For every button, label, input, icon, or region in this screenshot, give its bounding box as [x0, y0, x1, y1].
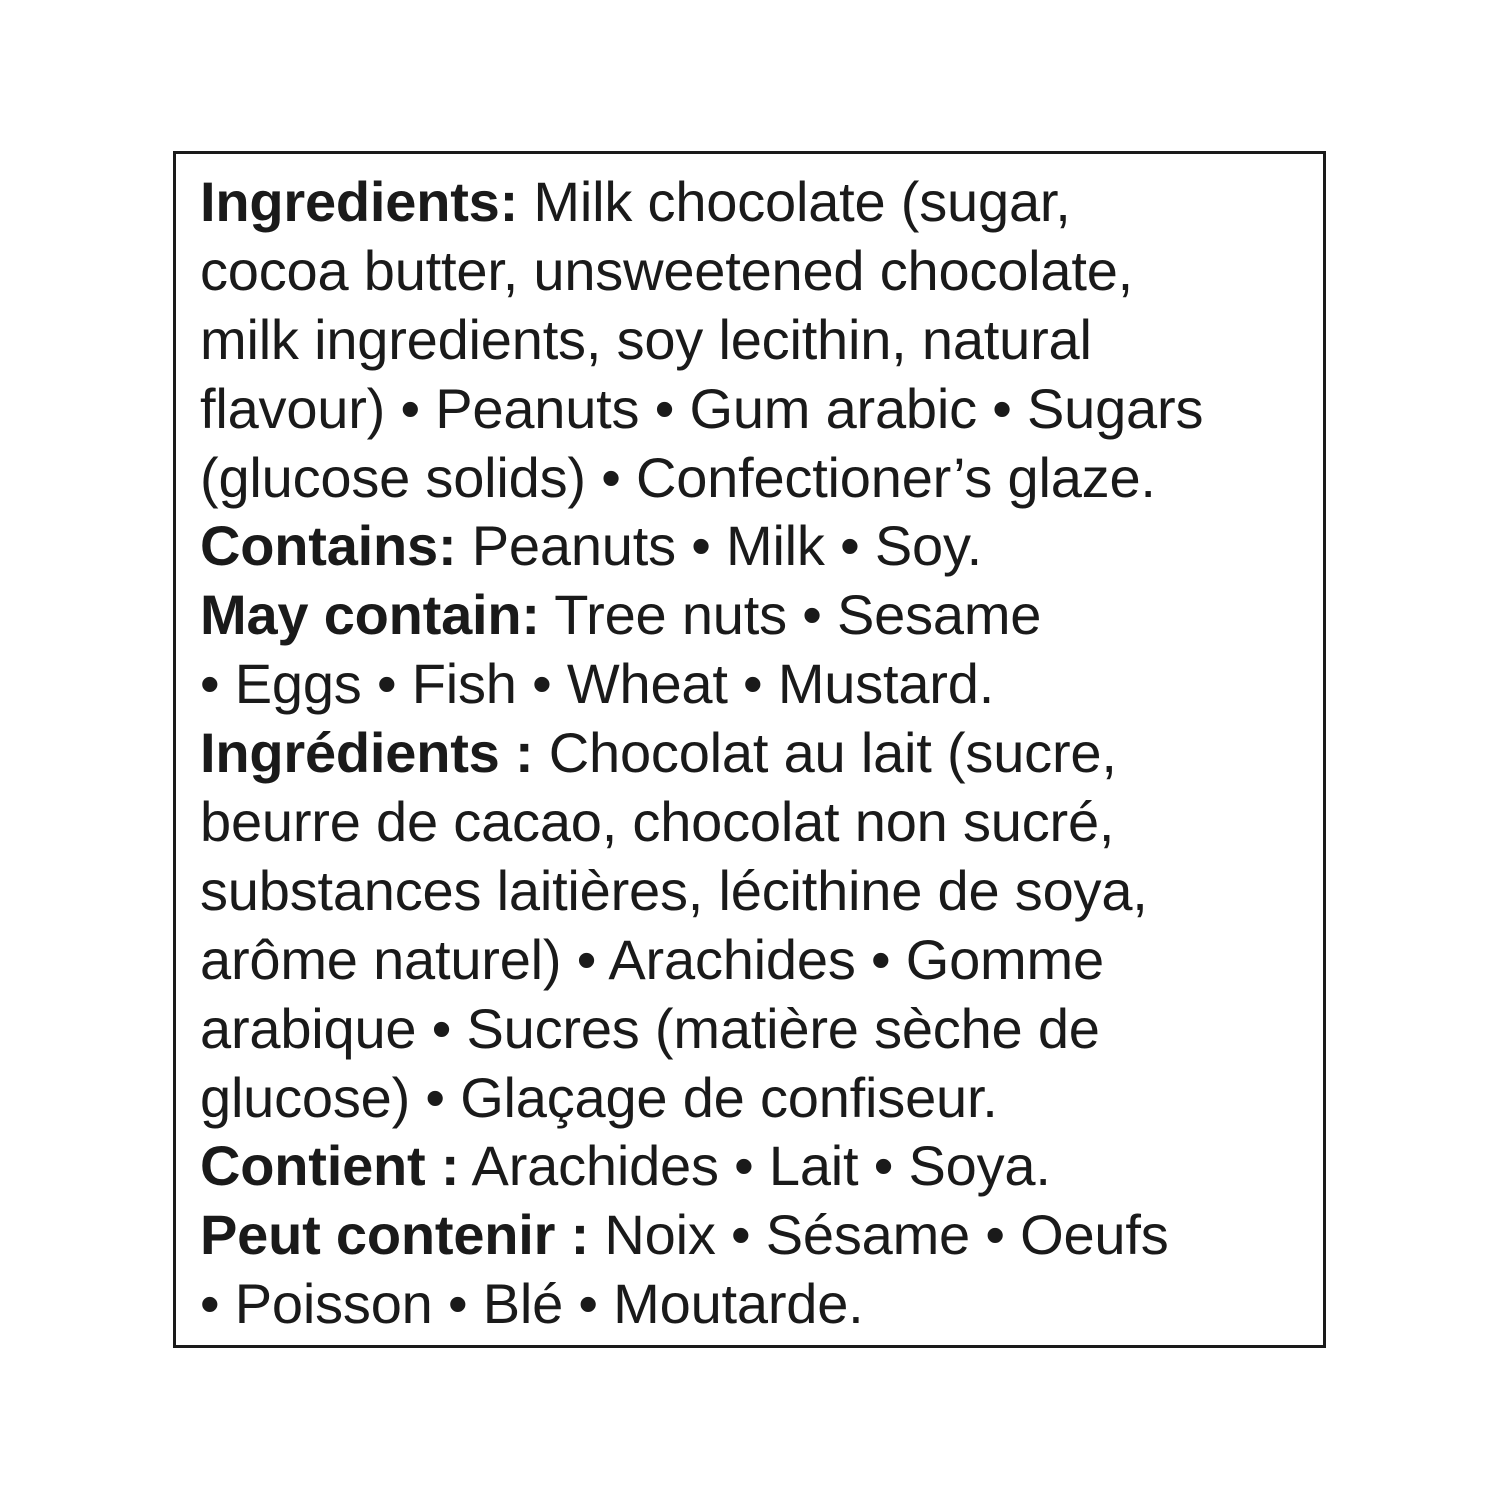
fr-ingredients-line-5	[200, 995, 1320, 1064]
fr-ingredients-line-6	[200, 1064, 1320, 1133]
en-ingredients-line-2	[200, 237, 1320, 306]
en-ingredients-line-3	[200, 306, 1320, 375]
label-text: Peanuts • Milk • Soy.	[456, 514, 982, 578]
label-text: glucose) • Glaçage de confiseur.	[200, 1065, 998, 1129]
en-contains-heading: Contains:	[200, 514, 457, 578]
fr-ingredients-line-2	[200, 788, 1320, 857]
en-ingredients-line-4	[200, 375, 1320, 444]
label-text: flavour) • Peanuts • Gum arabic • Sugars	[200, 376, 1204, 440]
fr-peut-contenir-line-2	[200, 1270, 1320, 1339]
label-text: Tree nuts • Sesame	[539, 583, 1042, 647]
en-may-contain-line-1	[200, 581, 1320, 650]
ingredients-text-block	[200, 168, 1320, 1339]
en-may-contain-line-2	[200, 650, 1320, 719]
label-text: cocoa butter, unsweetened chocolate,	[200, 238, 1134, 302]
label-text: Arachides • Lait • Soya.	[459, 1134, 1051, 1198]
en-may-contain-heading: May contain:	[200, 583, 540, 647]
en-ingredients-heading: Ingredients:	[200, 170, 519, 233]
label-text: substances laitières, lécithine de soya,	[200, 858, 1148, 922]
en-contains-line	[200, 512, 1320, 581]
label-text: (glucose solids) • Confectioner’s glaze.	[200, 445, 1156, 509]
fr-ingredients-heading: Ingrédients :	[200, 721, 534, 785]
label-text: Milk chocolate (sugar,	[518, 170, 1071, 233]
label-text: Chocolat au lait (sucre,	[533, 721, 1117, 785]
fr-ingredients-line-3	[200, 857, 1320, 926]
label-text: arôme naturel) • Arachides • Gomme	[200, 927, 1104, 991]
label-text: Noix • Sésame • Oeufs	[589, 1203, 1169, 1267]
fr-contient-heading: Contient :	[200, 1134, 460, 1198]
fr-peut-contenir-heading: Peut contenir :	[200, 1203, 590, 1267]
en-ingredients-line-1	[200, 168, 1320, 237]
label-text: • Poisson • Blé • Moutarde.	[200, 1272, 864, 1336]
label-text: • Eggs • Fish • Wheat • Mustard.	[200, 652, 995, 716]
fr-peut-contenir-line-1	[200, 1201, 1320, 1270]
fr-ingredients-line-1	[200, 719, 1320, 788]
fr-contient-line	[200, 1132, 1320, 1201]
label-text: arabique • Sucres (matière sèche de	[200, 996, 1100, 1060]
label-text: milk ingredients, soy lecithin, natural	[200, 307, 1092, 371]
label-text: beurre de cacao, chocolat non sucré,	[200, 790, 1115, 854]
en-ingredients-line-5	[200, 444, 1320, 513]
fr-ingredients-line-4	[200, 926, 1320, 995]
